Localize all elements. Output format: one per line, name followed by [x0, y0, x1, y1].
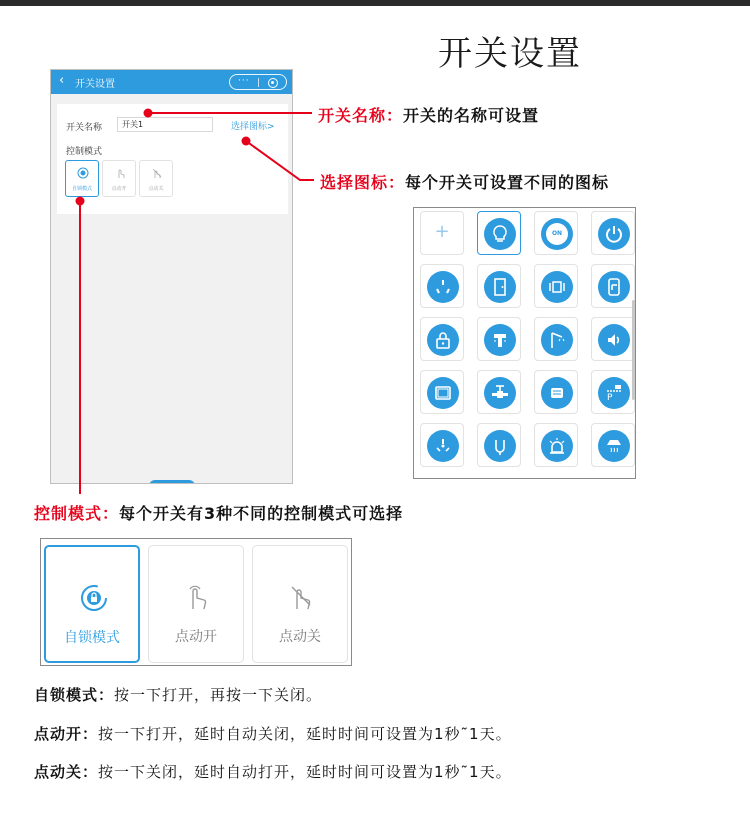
fountain-icon [484, 324, 516, 356]
switch-name-input[interactable] [117, 117, 213, 132]
phone-screen [50, 69, 293, 484]
alarm-light-icon [541, 430, 573, 462]
description-momentary-on [34, 723, 512, 744]
callout-switch-name-title: 开关名称： [318, 106, 404, 125]
mode-option-momentary-off[interactable] [139, 160, 173, 197]
on-button-text: ON [546, 223, 568, 245]
nav-title: 开关设置 [75, 79, 115, 90]
icon-option-power[interactable] [591, 211, 635, 255]
bulb-icon [484, 218, 516, 250]
hand-tap-icon [114, 167, 126, 179]
icon-option-motor[interactable] [534, 370, 578, 414]
back-icon[interactable]: ‹ [59, 73, 65, 88]
hand-release-icon [151, 167, 163, 179]
mode-card-momentary-on[interactable] [148, 545, 244, 663]
hand-release-icon [286, 582, 316, 612]
mode-card-label-momentary-on: 点动开 [175, 629, 217, 645]
mode-label-momentary-off: 点动关 [148, 186, 164, 192]
icon-option-door-lock[interactable] [591, 264, 635, 308]
icon-option-socket[interactable] [420, 264, 464, 308]
description-self-lock-term: 自锁模式： [34, 686, 115, 704]
svg-text:P: P [607, 393, 613, 403]
description-momentary-on-term: 点动开： [34, 725, 99, 743]
settings-card [57, 104, 288, 214]
door-lock-icon [598, 271, 630, 303]
speaker-icon [598, 324, 630, 356]
socket-icon [427, 271, 459, 303]
parking-icon [598, 377, 630, 409]
range-hood-icon [598, 430, 630, 462]
callout-control-mode-text: 每个开关有3种不同的控制模式可选择 [119, 504, 404, 523]
motor-icon [541, 377, 573, 409]
self-lock-icon [77, 167, 89, 179]
icon-option-range-hood[interactable] [591, 423, 635, 467]
page-title: 开关设置 [438, 34, 582, 74]
icon-option-fountain[interactable] [477, 317, 521, 361]
callout-select-icon-text: 每个开关可设置不同的图标 [405, 173, 610, 192]
fan-icon [427, 430, 459, 462]
icon-option-bulb[interactable] [477, 211, 521, 255]
description-momentary-on-text: 按一下打开，延时自动关闭，延时时间可设置为1秒˜1天。 [98, 725, 512, 743]
capsule-divider [258, 78, 259, 87]
callout-switch-name [318, 103, 539, 126]
mode-option-momentary-on[interactable] [102, 160, 136, 197]
callout-switch-name-text: 开关的名称可设置 [403, 106, 540, 125]
icon-option-alarm-light[interactable] [534, 423, 578, 467]
icon-option-add[interactable] [420, 211, 464, 255]
relay-icon [541, 271, 573, 303]
nav-bar [51, 70, 292, 94]
bottom-tab-indicator [149, 480, 195, 484]
callout-select-icon-title: 选择图标： [320, 173, 406, 192]
door-icon [484, 271, 516, 303]
icon-option-window[interactable] [420, 370, 464, 414]
lock-icon [427, 324, 459, 356]
window-icon [427, 377, 459, 409]
description-self-lock-text: 按一下打开，再按一下关闭。 [114, 686, 323, 704]
mode-card-label-momentary-off: 点动关 [279, 629, 321, 645]
icon-option-on-button[interactable] [534, 211, 578, 255]
mode-card-label-self-lock: 自锁模式 [64, 630, 120, 646]
description-momentary-off-text: 按一下关闭，延时自动打开，延时时间可设置为1秒˜1天。 [98, 763, 512, 781]
add-icon: + [434, 221, 450, 242]
close-target-icon[interactable] [268, 78, 278, 88]
on-button-icon [541, 218, 573, 250]
description-momentary-off-term: 点动关： [34, 763, 99, 781]
control-mode-options [40, 538, 352, 666]
mode-card-self-lock[interactable] [44, 545, 140, 663]
description-self-lock [34, 684, 322, 705]
mini-program-capsule [229, 74, 287, 90]
callout-control-mode-title: 控制模式： [34, 504, 120, 523]
grid-scrollbar[interactable] [632, 300, 635, 400]
icon-option-valve[interactable] [477, 370, 521, 414]
power-icon [598, 218, 630, 250]
callout-control-mode [34, 501, 403, 524]
icon-option-door[interactable] [477, 264, 521, 308]
mode-label-momentary-on: 点动开 [111, 186, 127, 192]
mode-card-momentary-off[interactable] [252, 545, 348, 663]
plug-icon [484, 430, 516, 462]
icon-option-street-light[interactable] [534, 317, 578, 361]
mode-label-self-lock: 自锁模式 [71, 186, 92, 192]
icon-option-lock[interactable] [420, 317, 464, 361]
callout-select-icon [320, 170, 609, 193]
icon-option-fan[interactable] [420, 423, 464, 467]
switch-name-label: 开关名称 [66, 123, 103, 133]
description-momentary-off [34, 761, 512, 782]
self-lock-icon [79, 583, 109, 613]
more-icon[interactable]: ··· [238, 76, 250, 86]
icon-option-parking[interactable] [591, 370, 635, 414]
top-border [0, 0, 750, 6]
icon-option-plug[interactable] [477, 423, 521, 467]
icon-option-relay[interactable] [534, 264, 578, 308]
control-mode-label: 控制模式 [66, 147, 103, 157]
select-icon-link[interactable]: 选择图标> [231, 122, 275, 132]
hand-tap-icon [182, 582, 212, 612]
valve-icon [484, 377, 516, 409]
icon-option-speaker[interactable] [591, 317, 635, 361]
mode-option-self-lock[interactable] [65, 160, 99, 197]
street-light-icon [541, 324, 573, 356]
